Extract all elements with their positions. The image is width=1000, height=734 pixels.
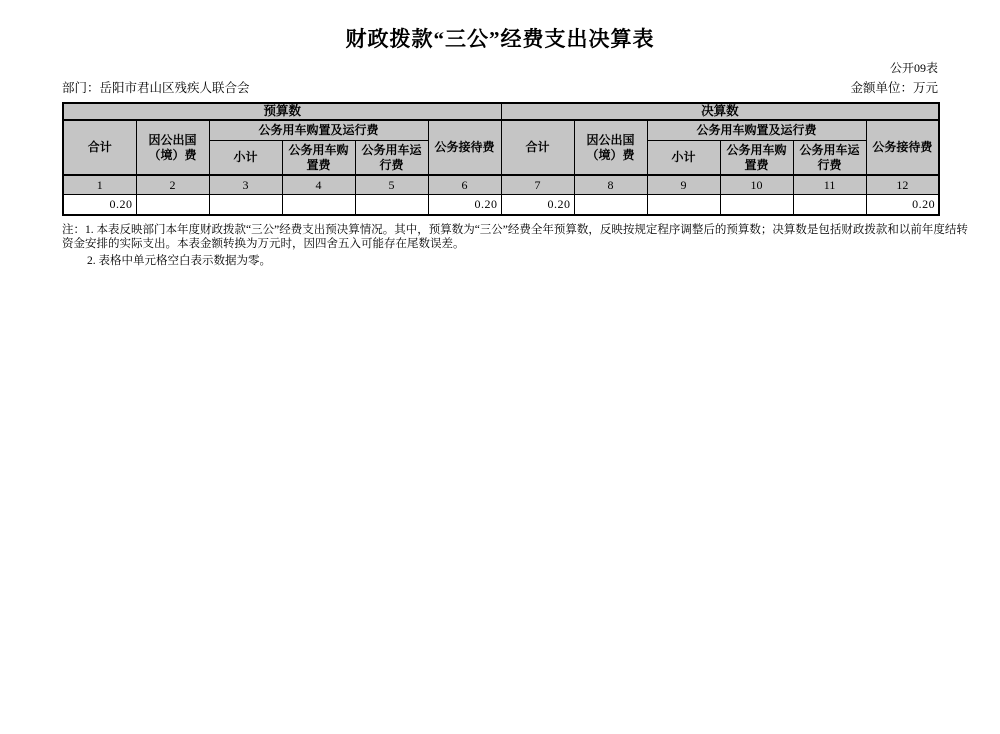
unit-label: 金额单位：万元 [850, 81, 938, 96]
col-number: 1 [63, 175, 136, 194]
col-number: 7 [501, 175, 574, 194]
value-cell-budget-total: 0.20 [63, 194, 136, 215]
value-cell-final-total: 0.20 [501, 194, 574, 215]
note-line-2: 资金安排的实际支出。本表金额转换为万元时，因四舍五入可能存在尾数误差。 [62, 238, 465, 251]
col-number: 11 [793, 175, 866, 194]
col-number: 5 [355, 175, 428, 194]
col-header-budget-operation: 公务用车运行费 [355, 140, 428, 175]
col-header-budget-vehicle-band: 公务用车购置及运行费 [209, 120, 428, 140]
group-header-final: 决算数 [501, 103, 939, 121]
col-header-final-purchase: 公务用车购置费 [720, 140, 793, 175]
group-header-budget: 预算数 [63, 103, 501, 121]
three-public-expense-table [62, 102, 940, 217]
col-number: 3 [209, 175, 282, 194]
group-header-row [63, 103, 939, 121]
value-cell-budget-subtotal [209, 194, 282, 215]
column-number-row [63, 175, 939, 194]
col-number: 12 [866, 175, 939, 194]
note-line-1: 注：1. 本表反映部门本年度财政拨款“三公”经费支出预决算情况。其中，预算数为“三公”经费全年预算数，反映按规定程序调整后的预算数；决算数是包括财政拨款和以前年度结转 [62, 224, 968, 237]
col-header-budget-abroad: 因公出国（境）费 [136, 120, 209, 175]
data-row [63, 194, 939, 215]
value-cell-budget-abroad [136, 194, 209, 215]
col-header-final-abroad: 因公出国（境）费 [574, 120, 647, 175]
value-cell-final-subtotal [647, 194, 720, 215]
value-cell-budget-operation [355, 194, 428, 215]
col-header-final-subtotal: 小计 [647, 140, 720, 175]
col-header-budget-purchase: 公务用车购置费 [282, 140, 355, 175]
col-number: 4 [282, 175, 355, 194]
col-number: 10 [720, 175, 793, 194]
col-header-final-reception: 公务接待费 [866, 120, 939, 175]
document-page [0, 28, 1000, 734]
col-number: 2 [136, 175, 209, 194]
col-header-budget-subtotal: 小计 [209, 140, 282, 175]
col-header-final-operation: 公务用车运行费 [793, 140, 866, 175]
form-number-label: 公开09表 [889, 61, 938, 76]
col-header-final-vehicle-band: 公务用车购置及运行费 [647, 120, 866, 140]
col-header-budget-total: 合计 [63, 120, 136, 175]
value-cell-final-reception: 0.20 [866, 194, 939, 215]
col-header-budget-reception: 公务接待费 [428, 120, 501, 175]
footnotes [62, 223, 968, 268]
department-label: 部门：岳阳市君山区残疾人联合会 [62, 81, 250, 96]
value-cell-budget-reception: 0.20 [428, 194, 501, 215]
value-cell-final-purchase [720, 194, 793, 215]
header-band-row [63, 120, 939, 140]
col-header-final-total: 合计 [501, 120, 574, 175]
col-number: 9 [647, 175, 720, 194]
col-number: 6 [428, 175, 501, 194]
value-cell-budget-purchase [282, 194, 355, 215]
page-title: 财政拨款“三公”经费支出决算表 [345, 27, 655, 51]
col-number: 8 [574, 175, 647, 194]
note-line-3: 2. 表格中单元格空白表示数据为零。 [87, 255, 271, 268]
meta-row [62, 81, 938, 95]
value-cell-final-abroad [574, 194, 647, 215]
value-cell-final-operation [793, 194, 866, 215]
